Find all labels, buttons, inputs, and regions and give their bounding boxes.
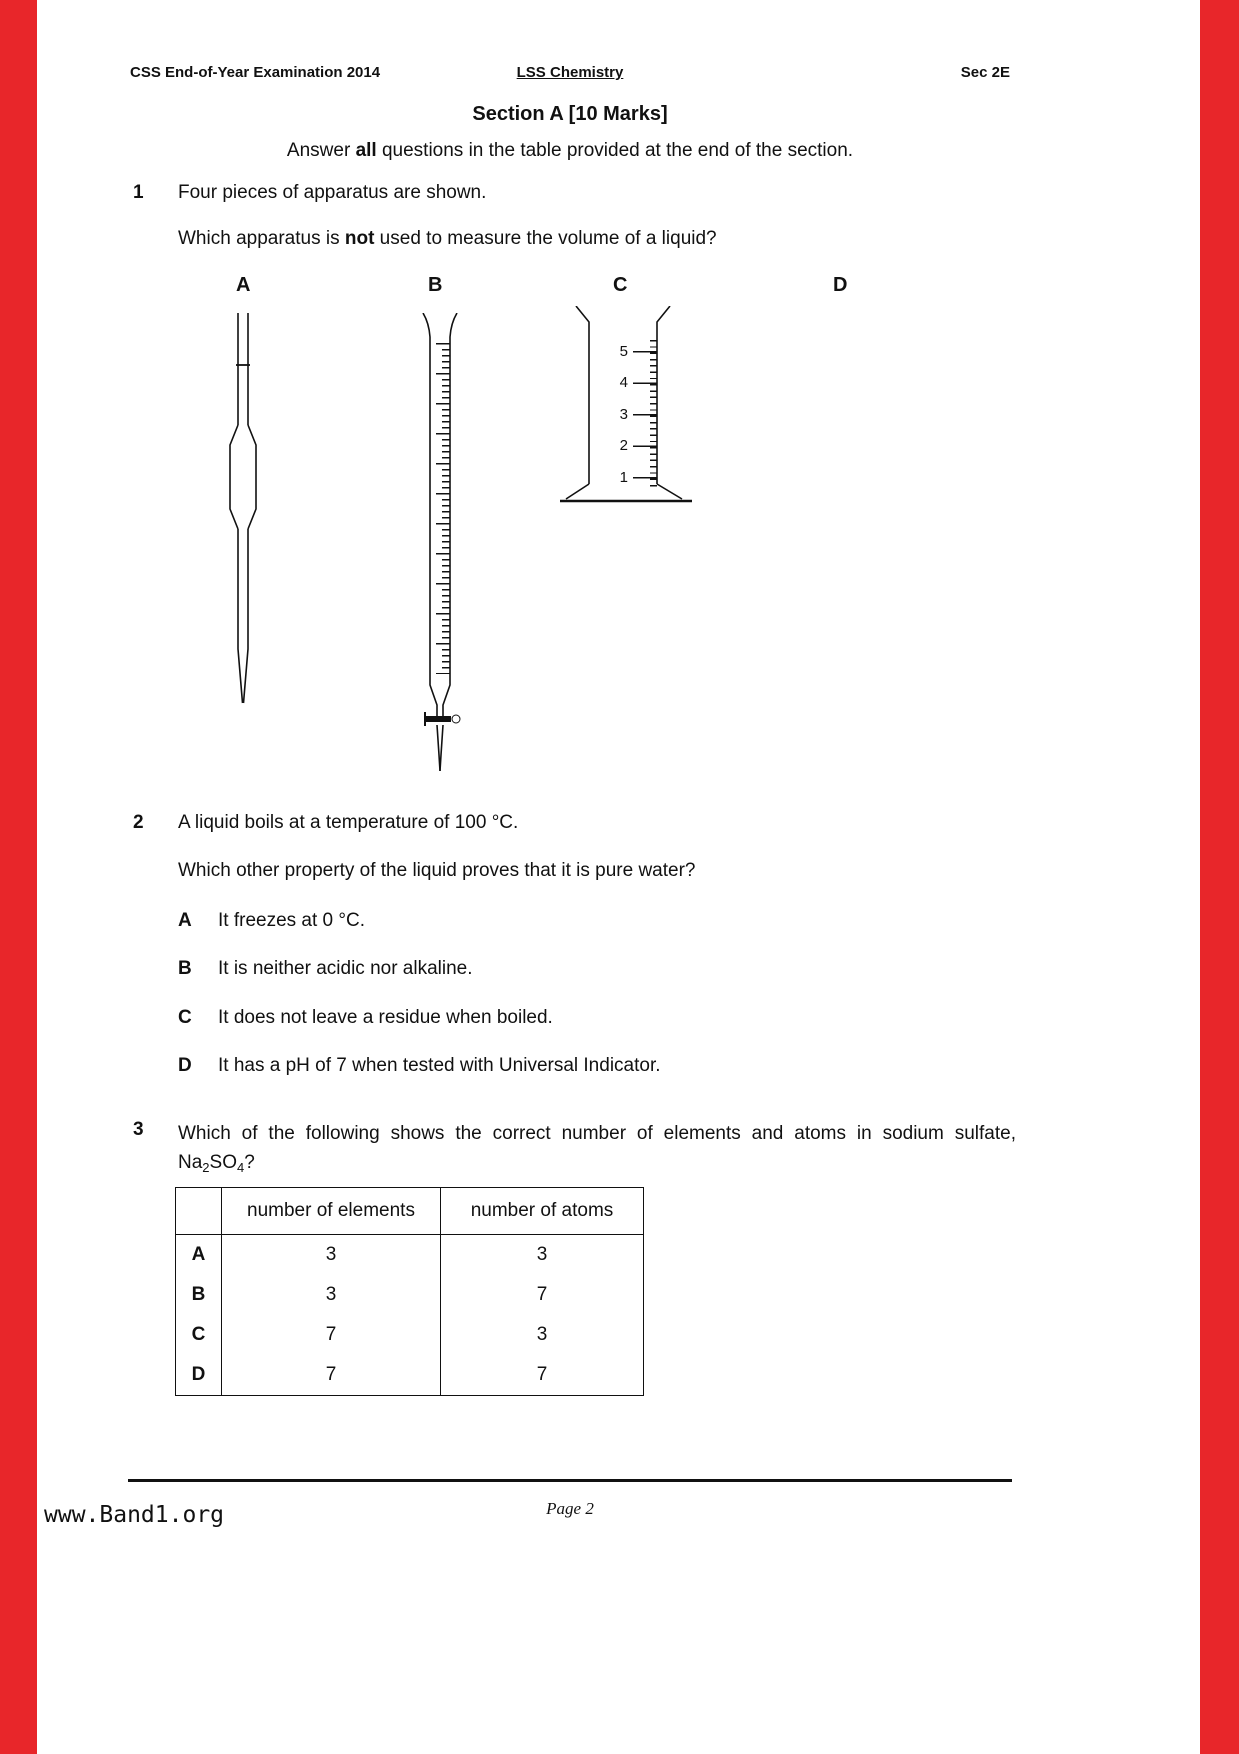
q2-option-c-text: It does not leave a residue when boiled. (218, 1007, 553, 1028)
q3-row-a-label: A (176, 1235, 222, 1276)
instruction-post: questions in the table provided at the end of the section. (376, 140, 854, 161)
q2-option-b-text: It is neither acidic nor alkaline. (218, 958, 473, 979)
table-row (176, 1275, 644, 1315)
q3-answer-table (175, 1187, 644, 1396)
q2-option-d-label: D (178, 1055, 192, 1076)
right-red-border (1200, 0, 1239, 1754)
q3-row-c-label: C (176, 1315, 222, 1355)
q3-header-elements: number of elements (222, 1188, 441, 1235)
burette-major-graduations (436, 343, 450, 674)
cylinder-scale-2: 2 (619, 437, 628, 454)
q1-number: 1 (133, 182, 144, 203)
cylinder-scale-1: 1 (619, 469, 628, 486)
q3-row-d-elements: 7 (222, 1355, 441, 1396)
left-red-border (0, 0, 37, 1754)
q1-line2-bold: not (344, 228, 375, 249)
q3-row-c-atoms: 3 (536, 1324, 548, 1345)
q3-header-blank-cell (176, 1188, 222, 1235)
cylinder-scale-4: 4 (619, 374, 628, 391)
apparatus-label-a: A (236, 274, 251, 296)
q3-stem-post: ? (244, 1152, 255, 1173)
header-subject: LSS Chemistry (516, 64, 624, 81)
pipette-drawing (213, 313, 273, 708)
cylinder-scale-3: 3 (619, 406, 628, 423)
header-exam-title: CSS End-of-Year Examination 2014 (130, 64, 381, 81)
table-row (176, 1355, 644, 1396)
q2-number: 2 (133, 812, 144, 833)
header-class: Sec 2E (960, 64, 1010, 81)
pipette-icon (213, 313, 273, 708)
table-row (176, 1235, 644, 1276)
apparatus-label-b: B (428, 274, 443, 296)
q2-line1: A liquid boils at a temperature of 100 °C. (178, 812, 519, 833)
q3-stem (178, 1119, 1016, 1182)
q3-row-a-elements: 3 (222, 1235, 441, 1276)
q1-line2 (178, 228, 717, 250)
cylinder-major-graduations (633, 351, 657, 480)
page-number: Page 2 (546, 1499, 594, 1518)
q2-option-c-label: C (178, 1007, 192, 1028)
q3-formula-sub4: 4 (236, 1160, 245, 1175)
q3-row-d-atoms: 7 (536, 1364, 548, 1385)
q2-option-a-text: It freezes at 0 °C. (218, 910, 365, 931)
apparatus-label-d: D (833, 274, 848, 296)
watermark-site: www.Band1.org (44, 1502, 225, 1528)
apparatus-label-c: C (613, 274, 628, 296)
q1-line2-post: used to measure the volume of a liquid? (374, 228, 717, 249)
q3-header-atoms: number of atoms (441, 1188, 644, 1235)
section-title: Section A [10 Marks] (472, 103, 668, 125)
footer-divider (128, 1479, 1012, 1482)
q1-line2-pre: Which apparatus is (178, 228, 345, 249)
q3-row-b-atoms: 7 (536, 1284, 548, 1305)
q2-option-d-text: It has a pH of 7 when tested with Universal Indicator. (218, 1055, 661, 1076)
q2-line2: Which other property of the liquid proves that it is pure water? (178, 860, 696, 881)
q2-option-b-label: B (178, 958, 192, 979)
q3-row-c-elements: 7 (222, 1315, 441, 1355)
q3-stem-mid: SO (209, 1152, 237, 1173)
section-instruction (130, 140, 1010, 162)
page-header (130, 64, 1010, 81)
instruction-bold: all (355, 140, 377, 161)
table-row (176, 1315, 644, 1355)
q1-line1: Four pieces of apparatus are shown. (178, 182, 487, 203)
q3-row-d-label: D (176, 1355, 222, 1396)
q3-row-a-atoms: 3 (536, 1244, 548, 1265)
cylinder-scale-5: 5 (619, 343, 628, 360)
instruction-pre: Answer (286, 140, 356, 161)
q3-formula-sub2: 2 (202, 1160, 210, 1175)
q3-table-header-row (176, 1188, 644, 1235)
q3-stem-pre: Which of the following shows the correct number of elements and atoms in sodium sulfate, Na (178, 1123, 1016, 1173)
q3-number: 3 (133, 1119, 144, 1140)
q3-row-b-elements: 3 (222, 1275, 441, 1315)
q3-row-b-label: B (176, 1275, 222, 1315)
q2-option-a-label: A (178, 910, 192, 931)
